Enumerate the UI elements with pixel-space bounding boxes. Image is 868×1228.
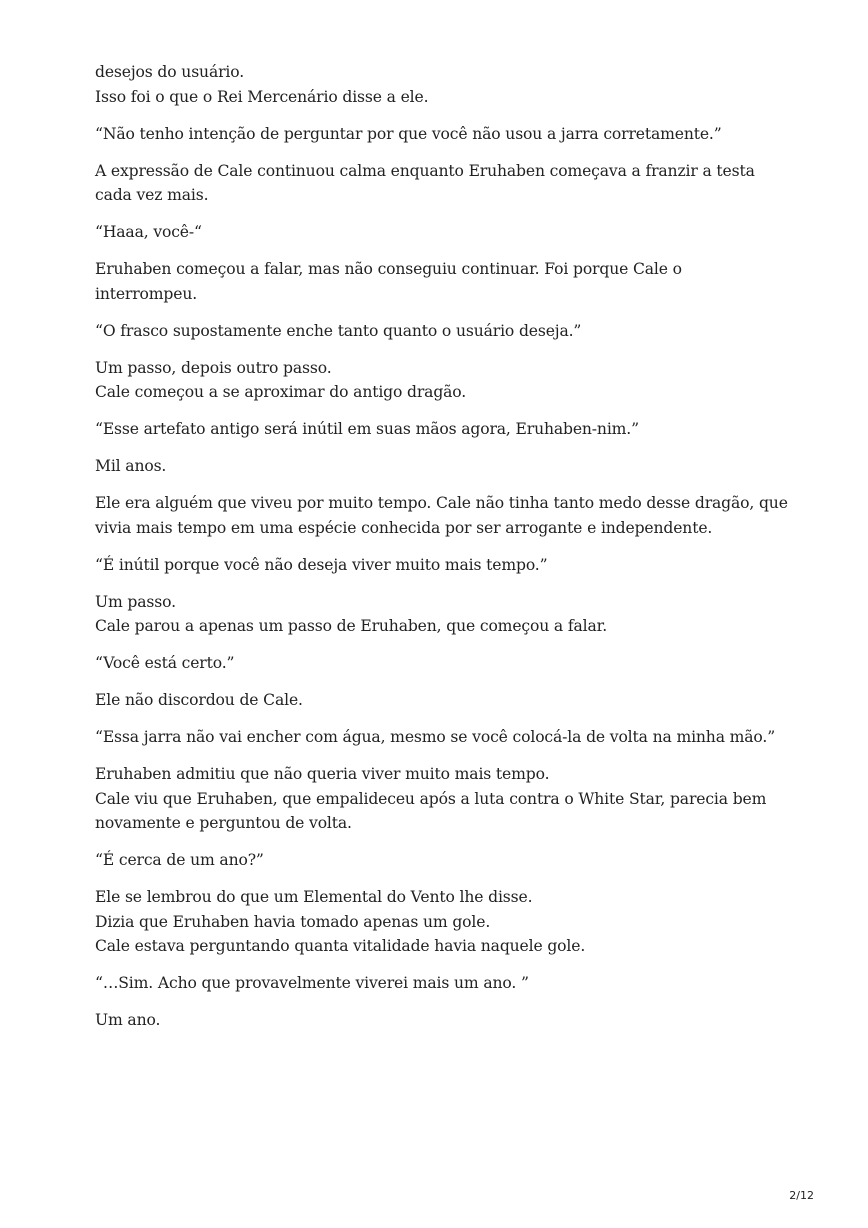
text-line: Cale parou a apenas um passo de Eruhaben, que começou a falar.: [95, 617, 608, 635]
text-line: Isso foi o que o Rei Mercenário disse a ele.: [95, 87, 429, 106]
paragraph: [95, 1008, 795, 1033]
text-line: Um passo.: [95, 592, 176, 611]
paragraph: [95, 220, 795, 245]
text-line: Ele se lembrou do que um Elemental do Vento lhe disse.: [95, 888, 533, 906]
paragraph: [95, 159, 795, 208]
text-line: Eruhaben começou a falar, mas não conseguiu continuar. Foi porque Cale o: [95, 260, 682, 278]
text-line: novamente e perguntou de volta.: [95, 814, 352, 832]
text-line: “…Sim. Acho que provavelmente viverei mais um ano. ”: [95, 974, 529, 992]
paragraph: [95, 60, 795, 109]
text-line: Eruhaben admitiu que não queria viver muito mais tempo.: [95, 765, 550, 783]
text-line: “É inútil porque você não deseja viver muito mais tempo.”: [95, 555, 548, 574]
page-number: 2/12: [789, 1189, 814, 1202]
paragraph: [95, 848, 795, 873]
text-line: Um passo, depois outro passo.: [95, 358, 332, 377]
text-line: A expressão de Cale continuou calma enquanto Eruhaben começava a franzir a testa: [95, 161, 755, 180]
paragraph: [95, 417, 795, 442]
paragraph: [95, 122, 795, 147]
text-line: “O frasco supostamente enche tanto quanto o usuário deseja.”: [95, 321, 582, 340]
text-line: Dizia que Eruhaben havia tomado apenas um gole.: [95, 912, 491, 931]
paragraph: [95, 762, 795, 836]
paragraph: [95, 257, 795, 306]
paragraph: [95, 725, 795, 750]
text-line: interrompeu.: [95, 284, 198, 303]
text-line: “Não tenho intenção de perguntar por que você não usou a jarra corretamente.”: [95, 124, 722, 143]
paragraph: [95, 319, 795, 344]
paragraph: [95, 356, 795, 405]
text-line: Um ano.: [95, 1011, 161, 1029]
text-line: “Essa jarra não vai encher com água, mesmo se você colocá-la de volta na minha mão.”: [95, 728, 776, 746]
text-line: cada vez mais.: [95, 186, 209, 204]
paragraph: [95, 885, 795, 959]
paragraph: [95, 590, 795, 639]
text-line: “Esse artefato antigo será inútil em suas mãos agora, Eruhaben-nim.”: [95, 420, 639, 438]
text-line: Cale viu que Eruhaben, que empalideceu após a luta contra o White Star, parecia bem: [95, 789, 767, 808]
paragraph: [95, 491, 795, 540]
text-line: vivia mais tempo em uma espécie conhecida por ser arrogante e independente.: [95, 518, 713, 537]
text-line: desejos do usuário.: [95, 63, 244, 81]
document-body: [95, 60, 795, 1045]
paragraph: [95, 454, 795, 479]
text-line: “Você está certo.”: [95, 654, 235, 672]
paragraph: [95, 651, 795, 676]
text-line: Ele não discordou de Cale.: [95, 691, 303, 709]
paragraph: [95, 688, 795, 713]
text-line: Ele era alguém que viveu por muito tempo. Cale não tinha tanto medo desse dragão, que: [95, 494, 788, 512]
text-line: Cale estava perguntando quanta vitalidade havia naquele gole.: [95, 937, 586, 955]
paragraph: [95, 971, 795, 996]
text-line: Mil anos.: [95, 457, 167, 475]
paragraph: [95, 553, 795, 578]
text-line: Cale começou a se aproximar do antigo dragão.: [95, 383, 467, 401]
text-line: “É cerca de um ano?”: [95, 851, 264, 869]
text-line: “Haaa, você-“: [95, 223, 202, 241]
